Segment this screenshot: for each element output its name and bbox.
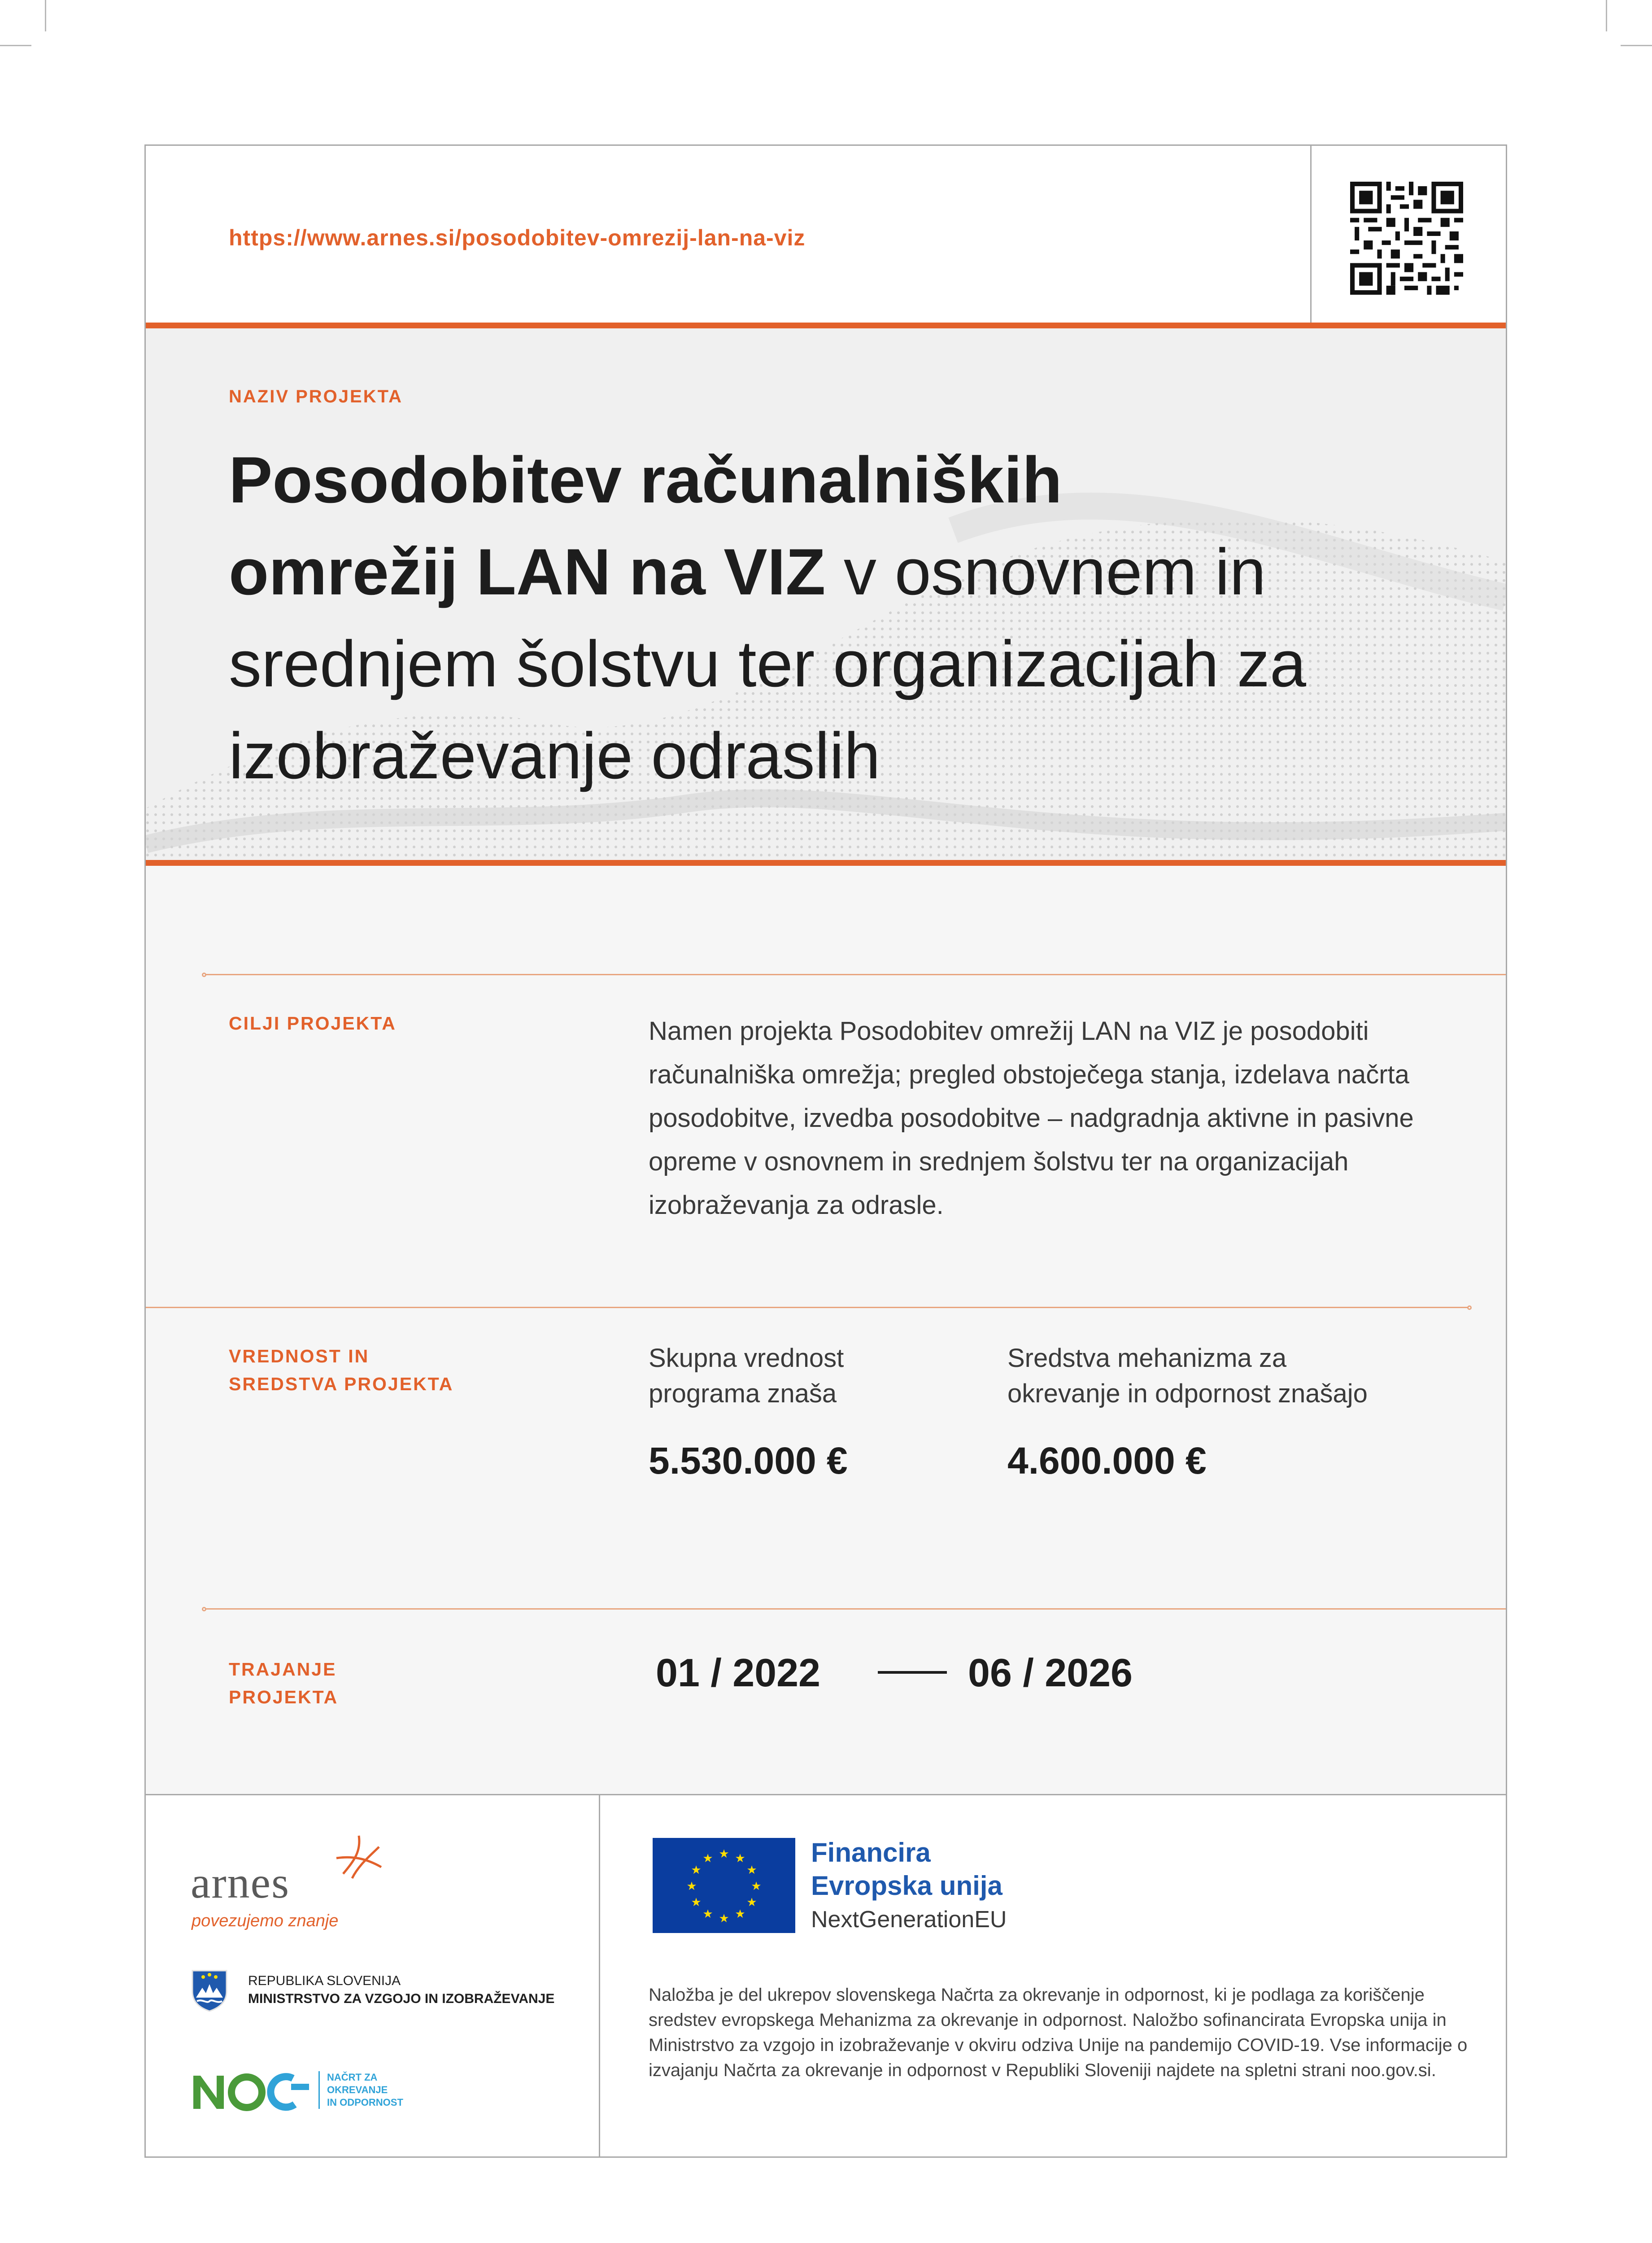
footer-divider: [599, 1794, 600, 2156]
noo-text-line-2: OKREVANJE: [327, 2084, 388, 2095]
footer-top-border: [146, 1794, 1506, 1795]
title-line-4: izobraževanje odraslih: [229, 719, 880, 792]
title-line-2-rest: v osnovnem in: [825, 535, 1266, 608]
title-bold-line-1: Posodobitev računalniških: [229, 443, 1062, 516]
svg-text:★: ★: [719, 1912, 729, 1925]
divider-dot: [202, 1607, 206, 1611]
slovenia-crest-icon: [191, 1969, 228, 2012]
svg-text:★: ★: [746, 1863, 757, 1877]
title-panel: [146, 328, 1506, 860]
svg-text:★: ★: [686, 1880, 697, 1893]
project-details: [146, 866, 1506, 1794]
title-bottom-rule: [146, 860, 1506, 866]
noo-logo-icon: [191, 2071, 312, 2112]
rrf-amount: 4.600.000 €: [1007, 1440, 1207, 1482]
noo-text-line-3: IN ODPORNOST: [327, 2097, 403, 2108]
project-poster: [144, 144, 1507, 2158]
section-divider: [204, 974, 1506, 975]
crop-mark: [45, 0, 46, 31]
title-bold-line-2: omrežij LAN na VIZ: [229, 535, 826, 608]
svg-text:★: ★: [735, 1907, 745, 1921]
svg-text:★: ★: [702, 1907, 713, 1921]
arnes-logo-wordmark: arnes: [191, 1858, 290, 1907]
svg-text:★: ★: [746, 1896, 757, 1909]
duration-end: 06 / 2026: [968, 1650, 1133, 1695]
svg-text:★: ★: [719, 1847, 729, 1861]
noo-logo-text: [318, 2071, 403, 2109]
footer: [146, 1794, 1506, 2156]
rrf-caption-2: okrevanje in odpornost znašajo: [1007, 1379, 1368, 1408]
duration-dash: [878, 1671, 947, 1674]
duration-label-2: PROJEKTA: [229, 1687, 339, 1707]
funding-disclaimer: Naložba je del ukrepov slovenskega Načrta za okrevanje in odpornost, ki je podlaga za koriščenje sredstev evropskega Mehanizma za okrevanje in odpornost. Naložbo sofinancirata Evropska unija in Ministrstvo za vzgojo in izobraževanje v okviru odziva Unije na pandemijo COVID-19. Vse informacije o izvajanju Načrta za okrevanje in odpornost v Republiki Sloveniji najdete na spletni strani noo.gov.si.: [649, 1985, 1468, 2080]
noo-text-line-1: NAČRT ZA: [327, 2072, 378, 2083]
qr-code-box: [1310, 146, 1506, 323]
eu-flag-icon: [653, 1838, 795, 1933]
svg-text:★: ★: [702, 1852, 713, 1865]
crop-mark: [0, 45, 31, 46]
total-value-caption-1: Skupna vrednost: [649, 1344, 844, 1373]
ministry-line-1: REPUBLIKA SLOVENIJA: [248, 1973, 401, 1988]
section-divider: [204, 1608, 1506, 1610]
total-value-amount: 5.530.000 €: [649, 1440, 848, 1482]
duration-start: 01 / 2022: [656, 1650, 820, 1695]
rrf-caption-1: Sredstva mehanizma za: [1007, 1344, 1287, 1373]
project-name-label: NAZIV PROJEKTA: [229, 387, 403, 406]
crop-mark: [1606, 0, 1607, 31]
value-label-2: SREDSTVA PROJEKTA: [229, 1374, 454, 1394]
crop-mark: [1621, 45, 1652, 46]
divider-dot: [202, 973, 206, 977]
title-line-3: srednjem šolstvu ter organizacijah za: [229, 627, 1307, 700]
eu-funding-line-3: NextGenerationEU: [811, 1907, 1007, 1933]
url-header: [146, 146, 1506, 323]
svg-text:★: ★: [735, 1852, 745, 1865]
ministry-line-2: MINISTRSTVO ZA VZGOJO IN IZOBRAŽEVANJE: [248, 1991, 555, 2006]
svg-text:★: ★: [691, 1896, 702, 1909]
goals-label: CILJI PROJEKTA: [229, 1013, 397, 1034]
arnes-logo-icon: [334, 1833, 384, 1883]
svg-text:★: ★: [691, 1863, 702, 1877]
project-title: [229, 434, 1440, 802]
svg-text:★: ★: [751, 1880, 762, 1893]
qr-code-icon[interactable]: [1350, 182, 1463, 295]
total-value-caption-2: programa znaša: [649, 1379, 837, 1408]
goals-text: Namen projekta Posodobitev omrežij LAN na VIZ je posodobiti računalniška omrežja; pregled obstoječega stanja, izdelava načrta posodobitve, izvedba posodobitve – nadgradnja aktivne in pasivne opreme v osnovnem in srednjem šolstvu ter na organizacijah izobraževanja za odrasle.: [649, 1017, 1414, 1220]
arnes-tagline: povezujemo znanje: [192, 1911, 339, 1930]
eu-funding-line-2: Evropska unija: [811, 1871, 1003, 1901]
title-top-rule: [146, 323, 1506, 328]
duration-label-1: TRAJANJE: [229, 1659, 337, 1680]
project-url-link[interactable]: https://www.arnes.si/posodobitev-omrezij-lan-na-viz: [229, 225, 806, 250]
value-label-1: VREDNOST IN: [229, 1346, 370, 1366]
section-divider: [146, 1307, 1469, 1308]
eu-funding-line-1: Financira: [811, 1837, 931, 1868]
divider-dot: [1467, 1305, 1472, 1310]
